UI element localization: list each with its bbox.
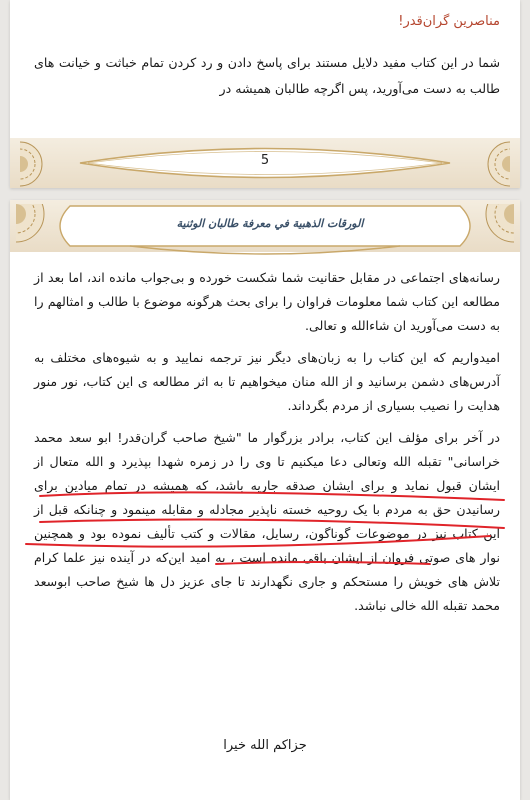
ornament-rosette-icon: [16, 204, 62, 250]
paragraph: در آخر برای مؤلف این کتاب، برادر بزرگوار ما "شیخ صاحب گران‌قدر! ابو سعد محمد خراسانی" تقبله الله وتعالی دعا میکنیم تا وی را در زمره شهدا بپذیرد و الله متعال از ایشان قبول نماید و برای ایشان صدقه جاریه باشد، که همیشه در تمام میادین برای رسانیدن حق به مردم با یک روحیه خسته ناپذیر مجادله و مقابله مینمود و چنانکه قبل از این کتاب نیز در موضوعات گوناگون، رسایل، مقالات و کتب تألیف نموده بود و همچنین نوار های صوتی فروان از ایشان باقی مانده است ، به امید این‌که در آینده نیز علما کرام تلاش های خویش را مستحکم و جاری نگهدارند تا جای عزیز دل ها شیخ صاحب ابوسعد محمد تقبله الله خالی نباشد.: [34, 430, 500, 613]
closing-line: جزاکم الله خیرا: [223, 738, 307, 753]
page-number: 5: [260, 153, 270, 168]
top-page: [10, 0, 520, 188]
bottom-page: [10, 200, 520, 800]
header-decorative-band: [10, 200, 520, 260]
paragraph: امیدواریم که این کتاب را به زبان‌های دیگر نیز ترجمه نمایید و به شیوه‌های مختلف به آدرس‌های دشمن برسانید و از الله منان میخواهیم تا به اثر مطالعه ی این کتاب، نور منور هدایت را نصیب بسیاری از مردم بگرداند.: [34, 350, 500, 413]
ornament-rosette-icon: [464, 141, 510, 187]
top-paragraph: شما در این کتاب مفید دلایل مستند برای پاسخ دادن و رد کردن تمام خباثت و خیانت های طالب به دست می‌آورید، پس اگرچه طالبان همیشه در: [34, 55, 500, 96]
paragraph: رسانه‌های اجتماعی در مقابل حقانیت شما شکست خورده و بی‌جواب مانده اند، اما بعد از مطالعه این کتاب شما معلومات فراوان را برای بحث هرگونه موضوع با طالب و امثالهم را به دست می‌آورید ان شاءالله و تعالی.: [34, 270, 500, 333]
ornament-rosette-icon: [20, 141, 66, 187]
ornament-rosette-icon: [468, 204, 514, 250]
body-text: [34, 266, 500, 626]
section-heading: مناصرین گران‌قدر!: [398, 14, 500, 29]
book-header-title: الورقات الذهبية في معرفة طالبان الوثنية: [176, 217, 364, 230]
